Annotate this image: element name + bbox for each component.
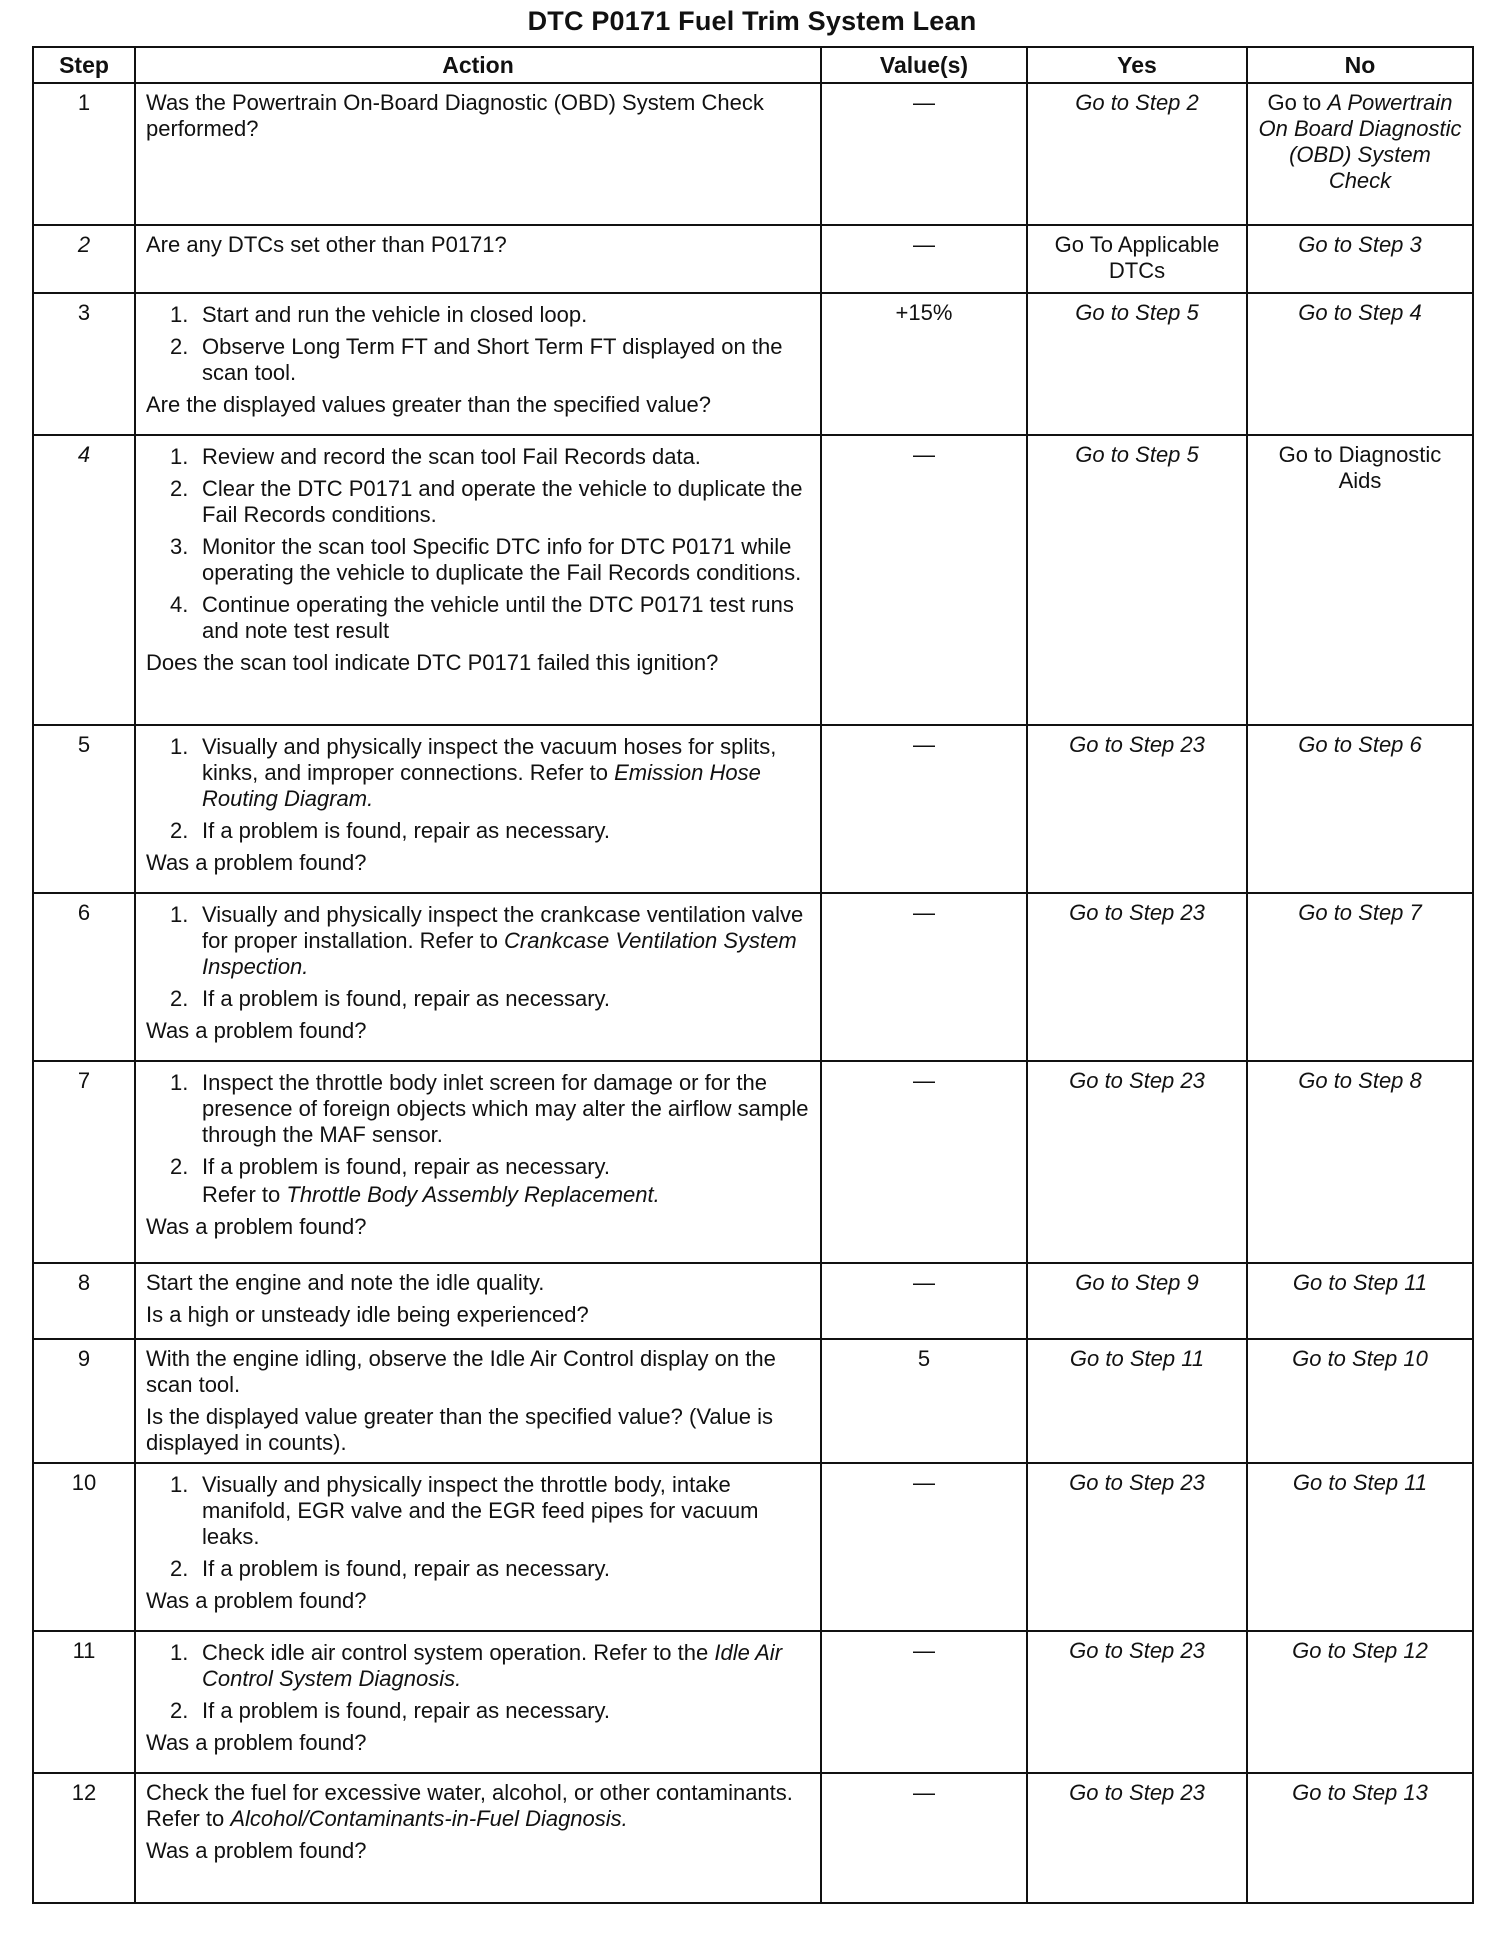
reference-link-text: Throttle Body Assembly Replacement. [286,1182,660,1207]
no-cell: Go to Step 12 [1247,1631,1473,1773]
action-question: Was a problem found? [146,1588,367,1613]
step-number: 12 [33,1773,135,1903]
no-cell: Go to Step 11 [1247,1463,1473,1631]
step-number: 1 [33,83,135,225]
action-text: With the engine idling, observe the Idle Air Control display on the scan tool. [146,1346,776,1397]
action-list [146,444,810,644]
value-cell [821,1061,1027,1263]
action-cell [135,1339,821,1463]
step-number: 5 [33,725,135,893]
action-list [146,1640,810,1724]
value-text: — [913,232,935,257]
action-question: Is the displayed value greater than the specified value? (Value is displayed in counts). [146,1404,773,1455]
table-row [33,293,1473,435]
list-item: 2. If a problem is found, repair as necessary. [170,1698,611,1723]
no-cell: Go to Step 10 [1247,1339,1473,1463]
yes-cell: Go to Step 9 [1027,1263,1247,1339]
document-title: DTC P0171 Fuel Trim System Lean [527,6,977,36]
diagnostic-table [32,46,1474,1904]
yes-cell: Go to Step 5 [1027,293,1247,435]
reference-link-text: Alcohol/Contaminants-in-Fuel Diagnosis. [230,1806,628,1831]
list-item: 1. Inspect the throttle body inlet screen for damage or for the presence of foreign objects which may alter the airflow sample through the MAF sensor. [170,1070,809,1147]
action-cell [135,1773,821,1903]
header-step: Step [33,47,135,83]
no-reference: A Powertrain On Board Diagnostic (OBD) System Check [1258,90,1462,193]
table-row [33,83,1473,225]
yes-cell: Go to Step 23 [1027,1773,1247,1903]
yes-cell: Go to Step 23 [1027,1463,1247,1631]
yes-cell: Go to Step 23 [1027,893,1247,1061]
table-row [33,1339,1473,1463]
no-cell: Go to Step 8 [1247,1061,1473,1263]
action-cell [135,225,821,293]
action-list [146,734,810,844]
value-cell [821,1339,1027,1463]
value-text: — [913,442,935,467]
action-cell [135,293,821,435]
list-item: 1. Start and run the vehicle in closed loop. [170,302,588,327]
no-cell: Go to Step 4 [1247,293,1473,435]
step-number: 4 [33,435,135,725]
yes-cell: Go to Step 5 [1027,435,1247,725]
action-question: Was a problem found? [146,1018,367,1043]
value-cell [821,435,1027,725]
action-cell [135,1463,821,1631]
action-list [146,1070,810,1180]
list-item: 4. Continue operating the vehicle until the DTC P0171 test runs and note test result [170,592,794,643]
action-cell [135,725,821,893]
action-question: Was a problem found? [146,1214,367,1239]
list-item: 2. If a problem is found, repair as necessary. [170,1154,611,1179]
header-value: Value(s) [821,47,1027,83]
table-row [33,225,1473,293]
value-cell [821,1631,1027,1773]
reference-link-text: Crankcase Ventilation System Inspection. [202,928,797,979]
value-cell [821,893,1027,1061]
list-item: 1. Review and record the scan tool Fail Records data. [170,444,701,469]
no-cell [1247,83,1473,225]
table-row [33,1061,1473,1263]
no-cell: Go to Step 6 [1247,725,1473,893]
value-text: +15% [895,300,953,325]
no-cell: Go to Diagnostic Aids [1247,435,1473,725]
action-cell [135,1631,821,1773]
action-question: Are the displayed values greater than the specified value? [146,392,712,417]
action-question: Was a problem found? [146,1730,367,1755]
header-yes: Yes [1027,47,1247,83]
action-text: Are any DTCs set other than P0171? [146,232,507,257]
value-text: — [913,1270,935,1295]
value-cell [821,83,1027,225]
table-row [33,1263,1473,1339]
value-text: — [913,1780,935,1805]
yes-cell: Go To Applicable DTCs [1027,225,1247,293]
table-row [33,893,1473,1061]
step-number: 10 [33,1463,135,1631]
value-text: — [913,90,935,115]
list-item: 2. If a problem is found, repair as necessary. [170,818,611,843]
action-question: Was a problem found? [146,850,367,875]
yes-cell: Go to Step 2 [1027,83,1247,225]
value-cell [821,293,1027,435]
action-cell [135,1263,821,1339]
value-cell [821,1263,1027,1339]
step-number: 7 [33,1061,135,1263]
table-row [33,725,1473,893]
no-cell: Go to Step 13 [1247,1773,1473,1903]
action-question: Was a problem found? [146,1838,367,1863]
action-question: Does the scan tool indicate DTC P0171 failed this ignition? [146,650,719,675]
value-text: — [913,1470,935,1495]
action-cell [135,1061,821,1263]
list-item: 1. Check idle air control system operation. Refer to the Idle Air Control System Diagnosis. [170,1640,783,1691]
table-row [33,1631,1473,1773]
action-list [146,1472,810,1582]
list-item: 1. Visually and physically inspect the throttle body, intake manifold, EGR valve and the EGR feed pipes for vacuum leaks. [170,1472,759,1549]
action-question: Is a high or unsteady idle being experienced? [146,1302,589,1327]
list-item: 3. Monitor the scan tool Specific DTC info for DTC P0171 while operating the vehicle to duplicate the Fail Records conditions. [170,534,802,585]
no-cell: Go to Step 11 [1247,1263,1473,1339]
reference-link-text: Emission Hose Routing Diagram. [202,760,761,811]
value-cell [821,1463,1027,1631]
yes-cell: Go to Step 23 [1027,725,1247,893]
no-prefix: Go to [1267,90,1328,115]
step-number: 6 [33,893,135,1061]
list-item: 2. Observe Long Term FT and Short Term FT displayed on the scan tool. [170,334,783,385]
list-item: 2. If a problem is found, repair as necessary. [170,986,611,1011]
step-number: 9 [33,1339,135,1463]
action-text: Check the fuel for excessive water, alcohol, or other contaminants. Refer to Alcohol/Contaminants-in-Fuel Diagnosis. [146,1780,793,1831]
value-text: — [913,900,935,925]
step-number: 3 [33,293,135,435]
action-text: Was the Powertrain On-Board Diagnostic (OBD) System Check performed? [146,90,764,141]
list-item: 2. If a problem is found, repair as necessary. [170,1556,611,1581]
step-number: 2 [33,225,135,293]
value-cell [821,225,1027,293]
no-cell: Go to Step 3 [1247,225,1473,293]
value-cell [821,725,1027,893]
action-cell [135,893,821,1061]
action-list [146,902,810,1012]
table-header-row [33,47,1473,83]
list-item: 1. Visually and physically inspect the crankcase ventilation valve for proper installation. Refer to Crankcase Ventilation System Inspection. [170,902,804,979]
refer-line: Refer to Throttle Body Assembly Replacement. [202,1182,660,1207]
yes-cell: Go to Step 23 [1027,1061,1247,1263]
action-text: Start the engine and note the idle quality. [146,1270,545,1295]
step-number: 11 [33,1631,135,1773]
table-row [33,1773,1473,1903]
yes-cell: Go to Step 23 [1027,1631,1247,1773]
header-action: Action [135,47,821,83]
table-row [33,1463,1473,1631]
action-cell [135,435,821,725]
no-cell: Go to Step 7 [1247,893,1473,1061]
yes-cell: Go to Step 11 [1027,1339,1247,1463]
value-cell [821,1773,1027,1903]
value-text: 5 [917,1346,931,1371]
step-number: 8 [33,1263,135,1339]
value-text: — [913,1068,935,1093]
table-row [33,435,1473,725]
list-item: 1. Visually and physically inspect the vacuum hoses for splits, kinks, and improper connections. Refer to Emission Hose Routing Diagram. [170,734,777,811]
reference-link-text: Idle Air Control System Diagnosis. [202,1640,783,1691]
list-item: 2. Clear the DTC P0171 and operate the vehicle to duplicate the Fail Records conditions. [170,476,803,527]
header-no: No [1247,47,1473,83]
value-text: — [913,732,935,757]
action-cell [135,83,821,225]
value-text: — [913,1638,935,1663]
action-list [146,302,810,386]
